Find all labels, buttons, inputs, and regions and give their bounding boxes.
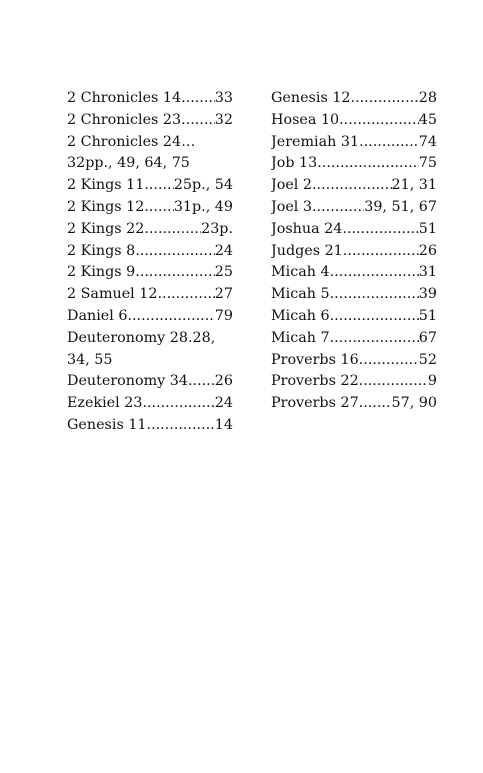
index-entry [271,328,437,350]
entry-pages: 57, 90 [391,395,437,412]
index-entry [271,393,437,415]
leader-dots [330,284,419,306]
leader-dots [142,393,214,415]
entry-pages: 67 [418,329,437,346]
leader-dots [339,110,419,132]
entry-reference: Joshua 24 [271,220,343,237]
index-entry [67,88,233,110]
entry-pages: 28, 34, 55 [67,329,216,368]
index-entry [271,371,437,393]
entry-pages: 9 [427,373,437,390]
index-column-right [271,88,437,437]
index-entry [67,110,233,132]
entry-reference: Hosea 10 [271,111,340,128]
entry-pages: 31 [418,264,437,281]
entry-pages: 14 [214,416,233,433]
entry-pages: 21, 31 [391,177,437,194]
index-entry [271,350,437,372]
entry-pages: 23p. [201,220,233,237]
index-entry [271,306,437,328]
entry-reference: 2 Chronicles 14 [67,90,182,106]
entry-pages: 26 [214,373,233,390]
index-entry [271,219,437,241]
leader-dots [359,393,392,415]
leader-dots [330,262,419,284]
index-entry [67,219,233,241]
index-entry [271,153,437,175]
index-entry [67,175,233,197]
entry-pages: 32 [214,111,233,128]
entry-separator: . [187,329,193,346]
index-entry [271,110,437,132]
entry-reference: Proverbs 16 [271,351,359,368]
entry-reference: Micah 4 [271,264,330,281]
entry-pages: 75 [418,155,437,172]
entry-reference: Proverbs 22 [271,373,359,390]
entry-pages: 25 [214,264,233,281]
scripture-index [67,88,437,437]
leader-dots [181,110,215,132]
leader-dots [188,371,215,393]
index-entry [67,284,233,306]
entry-reference: Deuteronomy 34 [67,373,188,390]
leader-dots [127,306,214,328]
index-entry [67,262,233,284]
index-entry [271,197,437,219]
index-entry [271,284,437,306]
entry-pages: 26 [418,242,437,259]
leader-dots [144,175,174,197]
leader-dots [351,88,419,110]
leader-dots [144,219,201,241]
entry-reference: Deuteronomy 28 [67,329,188,346]
entry-pages: 51 [418,307,437,324]
entry-pages: 39 [418,286,437,303]
index-entry [271,132,437,154]
leader-dots [330,328,419,350]
index-entry [67,132,233,176]
index-entry [67,197,233,219]
leader-dots [147,415,215,437]
index-entry [271,175,437,197]
entry-reference: 2 Chronicles 24 [67,133,182,150]
entry-reference: Judges 21 [271,242,343,259]
entry-reference: Micah 6 [271,307,330,324]
entry-reference: Jeremiah 31 [271,133,360,150]
entry-pages: 24 [214,395,233,412]
entry-reference: 2 Samuel 12 [67,286,158,303]
entry-reference: 2 Kings 9 [67,264,136,281]
index-entry [271,262,437,284]
entry-reference: Genesis 11 [67,416,147,433]
entry-pages: 31p., 49 [173,198,233,215]
index-entry [67,328,233,372]
entry-pages: 33 [214,90,233,106]
entry-reference: Joel 3 [271,198,313,215]
leader-dots [359,132,419,154]
leader-dots [343,241,419,263]
leader-dots [144,197,174,219]
entry-pages: 39, 51, 67 [364,198,437,215]
entry-reference: Ezekiel 23 [67,395,143,412]
entry-reference: Daniel 6 [67,307,128,324]
leader-dots [342,219,418,241]
entry-reference: Proverbs 27 [271,395,359,412]
entry-reference: Joel 2 [271,177,313,194]
entry-pages: 32pp., 49, 64, 75 [67,155,190,172]
entry-reference: Micah 7 [271,329,330,346]
leader-dots [181,88,215,110]
entry-reference: 2 Kings 22 [67,220,145,237]
leader-dots [359,371,428,393]
entry-reference: 2 Chronicles 23 [67,111,182,128]
entry-reference: Micah 5 [271,286,330,303]
entry-pages: 79 [214,307,233,324]
entry-pages: 28 [418,90,437,106]
leader-dots [330,306,419,328]
entry-reference: 2 Kings 12 [67,198,145,215]
entry-reference: 2 Kings 8 [67,242,136,259]
entry-pages: 27 [214,286,233,303]
index-entry [67,393,233,415]
entry-reference: Genesis 12 [271,90,351,106]
entry-pages: 74 [418,133,437,150]
index-entry [67,371,233,393]
entry-separator: … [181,133,196,150]
leader-dots [312,197,364,219]
leader-dots [135,241,215,263]
leader-dots [317,153,419,175]
index-entry [67,415,233,437]
entry-reference: Job 13 [271,155,318,172]
leader-dots [135,262,215,284]
entry-pages: 52 [418,351,437,368]
leader-dots [158,284,215,306]
index-entry [67,306,233,328]
entry-pages: 51 [418,220,437,237]
index-column-left [67,88,233,437]
entry-reference: 2 Kings 11 [67,177,145,194]
index-entry [67,241,233,263]
entry-pages: 24 [214,242,233,259]
entry-pages: 45 [418,111,437,128]
entry-pages: 25p., 54 [173,177,233,194]
leader-dots [359,350,419,372]
index-entry [271,241,437,263]
index-entry [271,88,437,110]
leader-dots [312,175,392,197]
